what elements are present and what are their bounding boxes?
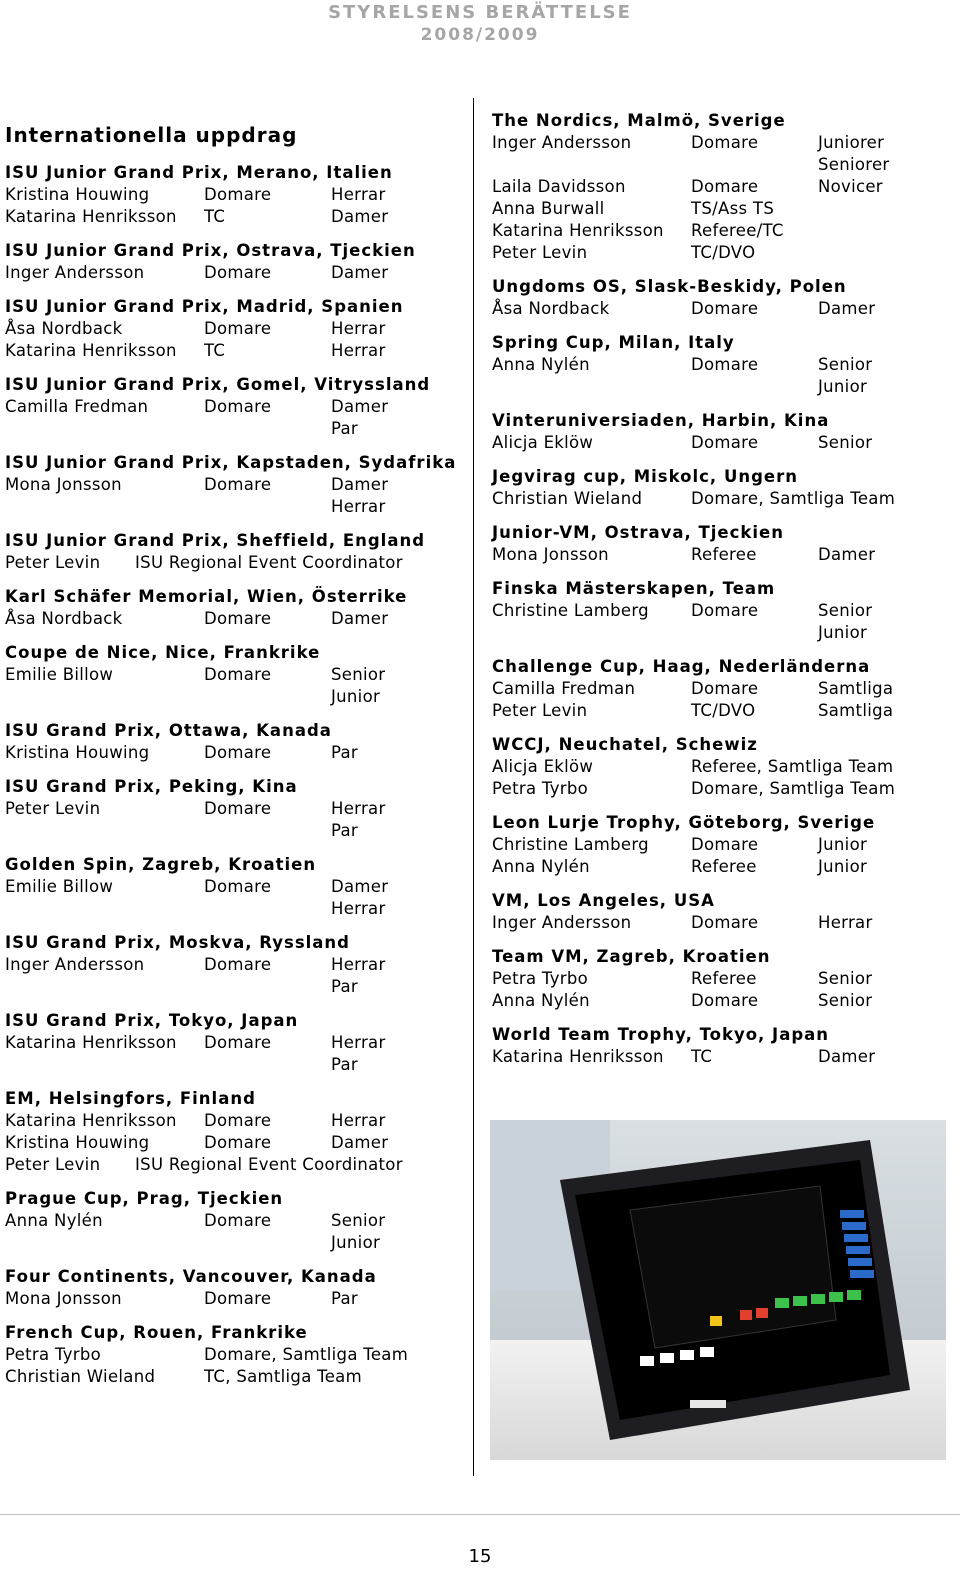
event-title: Ungdoms OS, Slask-Beskidy, Polen <box>492 277 847 296</box>
event-title: The Nordics, Malmö, Sverige <box>492 111 786 130</box>
official-category: Junior <box>818 835 868 854</box>
assignment-row <box>492 198 952 220</box>
assignment-row <box>5 1054 475 1076</box>
event-block <box>5 452 475 518</box>
official-name: Åsa Nordback <box>5 609 123 628</box>
assignment-row <box>492 432 952 454</box>
official-role <box>204 898 331 920</box>
official-name: Kristina Houwing <box>5 1133 150 1152</box>
official-role: Domare <box>691 133 759 152</box>
event-block <box>492 522 952 566</box>
official-category: Junior <box>331 1233 381 1252</box>
assignment-row <box>5 1032 475 1054</box>
assignment-row <box>5 262 475 284</box>
event-title: Finska Mästerskapen, Team <box>492 579 776 598</box>
official-role <box>691 154 818 176</box>
event-title: Jegvirag cup, Miskolc, Ungern <box>492 467 798 486</box>
official-name: Kristina Houwing <box>5 743 150 762</box>
official-role: Domare <box>204 1033 272 1052</box>
official-category: Senior <box>818 969 873 988</box>
official-name: Katarina Henriksson <box>5 1033 177 1052</box>
assignment-row <box>5 474 475 496</box>
official-name: Peter Levin <box>492 701 588 720</box>
header-title: STYRELSENS BERÄTTELSE <box>328 2 632 23</box>
official-role: Domare <box>204 319 272 338</box>
assignment-row <box>5 608 475 630</box>
official-name: Katarina Henriksson <box>5 341 177 360</box>
official-role: Domare <box>204 799 272 818</box>
official-name: Christine Lamberg <box>492 601 649 620</box>
official-name: Anna Nylén <box>492 355 590 374</box>
official-name <box>492 622 691 644</box>
official-name <box>5 496 204 518</box>
event-block <box>492 734 952 800</box>
official-role: Domare <box>204 665 272 684</box>
official-role: TC <box>204 341 226 360</box>
assignment-row <box>492 622 952 644</box>
official-name: Christine Lamberg <box>492 835 649 854</box>
official-role: Domare <box>691 835 759 854</box>
assignment-row <box>5 820 475 842</box>
official-role: Domare, Samtliga Team <box>691 489 896 508</box>
official-category: Senior <box>331 665 386 684</box>
official-role: Referee <box>691 969 757 988</box>
assignment-row <box>492 544 952 566</box>
official-name: Katarina Henriksson <box>5 1111 177 1130</box>
event-title: ISU Junior Grand Prix, Kapstaden, Sydafrika <box>5 453 457 472</box>
assignment-row <box>5 664 475 686</box>
official-category <box>818 198 952 220</box>
event-title: ISU Grand Prix, Moskva, Ryssland <box>5 933 350 952</box>
official-role: Referee <box>691 545 757 564</box>
official-role: ISU Regional Event Coordinator <box>135 1155 403 1174</box>
official-name: Alicja Eklöw <box>492 433 594 452</box>
assignment-row <box>492 700 952 722</box>
event-title: Golden Spin, Zagreb, Kroatien <box>5 855 317 874</box>
official-category: Senior <box>818 355 873 374</box>
official-name <box>492 154 691 176</box>
assignment-row <box>5 396 475 418</box>
official-role <box>204 976 331 998</box>
monitor-photo-illustration <box>490 1120 946 1460</box>
event-block <box>5 586 475 630</box>
footer-rule <box>0 1514 960 1515</box>
assignment-row <box>492 778 952 800</box>
event-block <box>5 854 475 920</box>
event-block <box>492 946 952 1012</box>
assignment-row <box>492 1046 952 1068</box>
official-role: Domare <box>204 609 272 628</box>
official-role: Domare <box>691 355 759 374</box>
event-title: ISU Junior Grand Prix, Gomel, Vitryssland <box>5 375 431 394</box>
assignment-row <box>5 742 475 764</box>
assignment-row <box>492 488 952 510</box>
official-name: Peter Levin <box>5 553 101 572</box>
event-title: ISU Junior Grand Prix, Madrid, Spanien <box>5 297 404 316</box>
assignment-row <box>5 686 475 708</box>
event-title: WCCJ, Neuchatel, Schewiz <box>492 735 758 754</box>
assignment-row <box>492 354 952 376</box>
official-category: Juniorer <box>818 133 885 152</box>
right-column <box>492 110 952 1080</box>
official-category: Par <box>331 821 359 840</box>
official-role <box>204 820 331 842</box>
official-name: Camilla Fredman <box>492 679 636 698</box>
assignment-row <box>492 856 952 878</box>
official-category: Senior <box>818 601 873 620</box>
official-role: Domare, Samtliga Team <box>204 1345 409 1364</box>
event-block <box>492 110 952 264</box>
official-category: Herrar <box>331 319 386 338</box>
official-category: Junior <box>818 623 868 642</box>
official-category: Damer <box>331 609 389 628</box>
official-role: Domare <box>691 601 759 620</box>
event-title: World Team Trophy, Tokyo, Japan <box>492 1025 830 1044</box>
official-role: Referee <box>691 857 757 876</box>
official-category: Damer <box>331 1133 389 1152</box>
official-name: Alicja Eklöw <box>492 757 594 776</box>
event-block <box>492 890 952 934</box>
official-category: Par <box>331 1055 359 1074</box>
assignment-row <box>492 990 952 1012</box>
official-role: TC <box>204 207 226 226</box>
event-title: Spring Cup, Milan, Italy <box>492 333 735 352</box>
official-role: Domare, Samtliga Team <box>691 779 896 798</box>
official-name: Emilie Billow <box>5 877 114 896</box>
official-role <box>204 1232 331 1254</box>
event-title: Prague Cup, Prag, Tjeckien <box>5 1189 284 1208</box>
event-title: ISU Junior Grand Prix, Merano, Italien <box>5 163 393 182</box>
official-name: Mona Jonsson <box>5 475 122 494</box>
official-role: TC, Samtliga Team <box>204 1367 362 1386</box>
official-role <box>204 496 331 518</box>
assignment-row <box>5 1288 475 1310</box>
official-role: Domare <box>691 991 759 1010</box>
event-block <box>5 1266 475 1310</box>
official-role: TS/Ass TS <box>691 199 775 218</box>
event-block <box>492 466 952 510</box>
event-block <box>5 776 475 842</box>
official-role: Domare <box>204 475 272 494</box>
official-name <box>5 418 204 440</box>
event-block <box>492 410 952 454</box>
official-category: Damer <box>331 207 389 226</box>
official-name: Åsa Nordback <box>5 319 123 338</box>
assignment-row <box>492 912 952 934</box>
assignment-row <box>5 1110 475 1132</box>
official-category: Herrar <box>331 799 386 818</box>
official-name: Anna Burwall <box>492 199 605 218</box>
assignment-row <box>5 954 475 976</box>
official-category: Herrar <box>331 341 386 360</box>
official-role: Domare <box>204 397 272 416</box>
official-category: Novicer <box>818 177 883 196</box>
event-title: Leon Lurje Trophy, Göteborg, Sverige <box>492 813 876 832</box>
official-category: Herrar <box>331 1111 386 1130</box>
official-name: Petra Tyrbo <box>5 1345 102 1364</box>
official-name: Inger Andersson <box>5 263 145 282</box>
event-block <box>5 1088 475 1176</box>
official-category: Par <box>331 1289 359 1308</box>
official-name: Katarina Henriksson <box>492 221 664 240</box>
official-name: Kristina Houwing <box>5 185 150 204</box>
event-title: Four Continents, Vancouver, Kanada <box>5 1267 377 1286</box>
official-role: Domare <box>691 679 759 698</box>
event-title: ISU Grand Prix, Tokyo, Japan <box>5 1011 299 1030</box>
official-name: Inger Andersson <box>492 133 632 152</box>
official-name <box>5 686 204 708</box>
event-block <box>492 812 952 878</box>
official-category: Par <box>331 743 359 762</box>
event-block <box>492 578 952 644</box>
assignment-row <box>492 376 952 398</box>
left-column <box>5 122 475 1400</box>
official-name: Åsa Nordback <box>492 299 610 318</box>
official-role: Domare <box>204 1111 272 1130</box>
official-role: TC/DVO <box>691 243 756 262</box>
official-name: Petra Tyrbo <box>492 779 589 798</box>
official-category: Samtliga <box>818 679 894 698</box>
official-category: Herrar <box>331 497 386 516</box>
official-role: Domare <box>691 433 759 452</box>
official-role: Referee, Samtliga Team <box>691 757 894 776</box>
official-category: Herrar <box>331 955 386 974</box>
official-name: Petra Tyrbo <box>492 969 589 988</box>
event-block <box>5 642 475 708</box>
assignment-row <box>492 756 952 778</box>
assignment-row <box>5 1344 475 1366</box>
event-block <box>5 296 475 362</box>
event-title: Karl Schäfer Memorial, Wien, Österrike <box>5 587 408 606</box>
assignment-row <box>5 1154 475 1176</box>
page-number: 15 <box>468 1546 492 1567</box>
official-category <box>818 242 952 264</box>
event-title: VM, Los Angeles, USA <box>492 891 715 910</box>
official-category: Damer <box>331 877 389 896</box>
page-header <box>0 2 960 46</box>
official-name: Mona Jonsson <box>492 545 609 564</box>
event-block <box>5 240 475 284</box>
official-category: Damer <box>818 299 876 318</box>
official-role: Domare <box>204 1289 272 1308</box>
assignment-row <box>5 1366 475 1388</box>
official-category: Senior <box>818 433 873 452</box>
official-category: Seniorer <box>818 155 890 174</box>
official-category: Par <box>331 977 359 996</box>
event-title: ISU Grand Prix, Peking, Kina <box>5 777 298 796</box>
photo-scoring-monitor <box>490 1120 946 1460</box>
assignment-row <box>492 154 952 176</box>
event-title: ISU Junior Grand Prix, Sheffield, England <box>5 531 426 550</box>
official-name <box>5 976 204 998</box>
official-role: Domare <box>691 177 759 196</box>
official-name <box>5 1232 204 1254</box>
official-name: Anna Nylén <box>492 857 590 876</box>
section-title: Internationella uppdrag <box>5 123 298 147</box>
official-role: Referee/TC <box>691 221 784 240</box>
official-name <box>492 376 691 398</box>
assignment-row <box>5 318 475 340</box>
assignment-row <box>5 418 475 440</box>
assignment-row <box>5 340 475 362</box>
event-title: Vinteruniversiaden, Harbin, Kina <box>492 411 830 430</box>
official-name: Katarina Henriksson <box>492 1047 664 1066</box>
event-title: Junior-VM, Ostrava, Tjeckien <box>492 523 784 542</box>
official-category: Junior <box>818 377 868 396</box>
official-role <box>204 1054 331 1076</box>
assignment-row <box>5 496 475 518</box>
official-name: Mona Jonsson <box>5 1289 122 1308</box>
assignment-row <box>5 1132 475 1154</box>
official-role: TC <box>691 1047 713 1066</box>
official-name <box>5 820 204 842</box>
assignment-row <box>5 876 475 898</box>
event-block <box>5 1188 475 1254</box>
assignment-row <box>492 176 952 198</box>
official-name: Emilie Billow <box>5 665 114 684</box>
left-events-list <box>5 162 475 1388</box>
official-role: Domare <box>204 743 272 762</box>
event-title: Team VM, Zagreb, Kroatien <box>492 947 771 966</box>
official-category: Herrar <box>331 899 386 918</box>
official-role: Domare <box>691 299 759 318</box>
assignment-row <box>492 968 952 990</box>
event-title: EM, Helsingfors, Finland <box>5 1089 256 1108</box>
event-block <box>5 374 475 440</box>
official-role: Domare <box>204 877 272 896</box>
official-name: Peter Levin <box>5 799 101 818</box>
assignment-row <box>492 220 952 242</box>
official-name: Camilla Fredman <box>5 397 149 416</box>
official-name: Anna Nylén <box>5 1211 103 1230</box>
column-divider <box>473 98 474 1476</box>
event-block <box>5 720 475 764</box>
event-title: ISU Junior Grand Prix, Ostrava, Tjeckien <box>5 241 416 260</box>
official-category: Par <box>331 419 359 438</box>
official-role <box>691 376 818 398</box>
official-role: Domare <box>204 185 272 204</box>
assignment-row <box>5 976 475 998</box>
official-category: Herrar <box>331 185 386 204</box>
right-events-list <box>492 110 952 1068</box>
event-block <box>5 1010 475 1076</box>
official-category <box>818 220 952 242</box>
official-name: Laila Davidsson <box>492 177 626 196</box>
official-role: Domare <box>204 955 272 974</box>
official-role: Domare <box>204 263 272 282</box>
event-block <box>492 656 952 722</box>
official-category: Senior <box>818 991 873 1010</box>
official-role: Domare <box>204 1133 272 1152</box>
official-category: Samtliga <box>818 701 894 720</box>
official-name <box>5 1054 204 1076</box>
official-name: Peter Levin <box>5 1155 101 1174</box>
event-block <box>5 1322 475 1388</box>
assignment-row <box>492 242 952 264</box>
assignment-row <box>5 1232 475 1254</box>
official-category: Senior <box>331 1211 386 1230</box>
official-role <box>204 418 331 440</box>
assignment-row <box>492 600 952 622</box>
assignment-row <box>5 798 475 820</box>
official-category: Herrar <box>818 913 873 932</box>
official-category: Damer <box>818 545 876 564</box>
event-block <box>492 1024 952 1068</box>
event-title: French Cup, Rouen, Frankrike <box>5 1323 308 1342</box>
official-role: Domare <box>691 913 759 932</box>
official-role <box>691 622 818 644</box>
official-role: TC/DVO <box>691 701 756 720</box>
assignment-row <box>492 298 952 320</box>
header-year: 2008/2009 <box>420 25 540 45</box>
official-name: Inger Andersson <box>5 955 145 974</box>
event-block <box>492 332 952 398</box>
official-category: Herrar <box>331 1033 386 1052</box>
official-role <box>204 686 331 708</box>
official-name <box>5 898 204 920</box>
assignment-row <box>492 132 952 154</box>
official-category: Damer <box>331 475 389 494</box>
event-title: ISU Grand Prix, Ottawa, Kanada <box>5 721 332 740</box>
official-name: Inger Andersson <box>492 913 632 932</box>
event-block <box>5 932 475 998</box>
assignment-row <box>5 552 475 574</box>
event-title: Coupe de Nice, Nice, Frankrike <box>5 643 321 662</box>
event-block <box>5 530 475 574</box>
assignment-row <box>492 834 952 856</box>
assignment-row <box>492 678 952 700</box>
event-title: Challenge Cup, Haag, Nederländerna <box>492 657 871 676</box>
official-name: Christian Wieland <box>492 489 643 508</box>
event-block <box>5 162 475 228</box>
assignment-row <box>5 206 475 228</box>
assignment-row <box>5 1210 475 1232</box>
official-category: Damer <box>331 397 389 416</box>
official-name: Katarina Henriksson <box>5 207 177 226</box>
official-category: Damer <box>331 263 389 282</box>
official-role: ISU Regional Event Coordinator <box>135 553 403 572</box>
official-name: Peter Levin <box>492 243 588 262</box>
assignment-row <box>5 898 475 920</box>
official-name: Christian Wieland <box>5 1367 156 1386</box>
official-category: Damer <box>818 1047 876 1066</box>
event-block <box>492 276 952 320</box>
official-name: Anna Nylén <box>492 991 590 1010</box>
official-category: Junior <box>818 857 868 876</box>
assignment-row <box>5 184 475 206</box>
official-role: Domare <box>204 1211 272 1230</box>
official-category: Junior <box>331 687 381 706</box>
